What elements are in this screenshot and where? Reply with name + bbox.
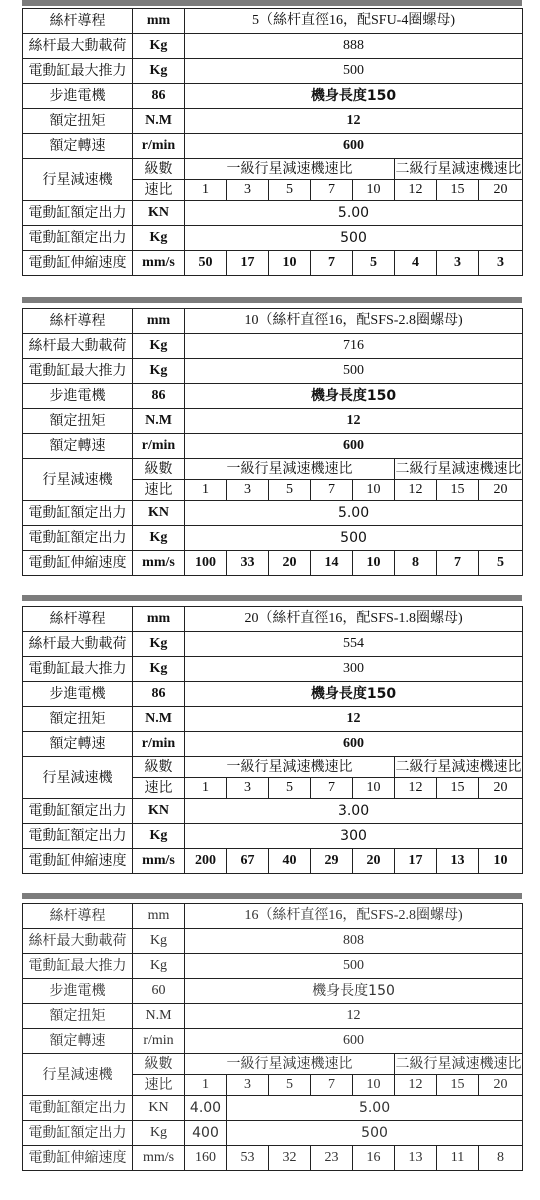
speed-cell: 3: [437, 251, 479, 276]
ratio-cell: 7: [311, 778, 353, 799]
ratio-cell: 10: [353, 778, 395, 799]
row-label: 額定轉速: [23, 1029, 133, 1054]
spec-row-out-kn: [23, 501, 523, 526]
row-unit: Kg: [133, 632, 185, 657]
speed-cell: 7: [437, 551, 479, 576]
row-unit: mm/s: [133, 1146, 185, 1171]
spec-row-lead: [23, 904, 523, 929]
speed-cell: 5: [479, 551, 523, 576]
ratio-cell: 7: [311, 1075, 353, 1096]
row-unit: KN: [133, 501, 185, 526]
row-value-extra: 400: [185, 1121, 227, 1146]
spec-row-max-load: [23, 929, 523, 954]
row-unit: Kg: [133, 929, 185, 954]
row-unit: 86: [133, 84, 185, 109]
spec-row-reducer: [23, 1054, 523, 1075]
row-unit: mm: [133, 904, 185, 929]
spec-row-speed: [23, 732, 523, 757]
row-label: 絲杆最大動載荷: [23, 334, 133, 359]
spec-table-4: [22, 903, 522, 1171]
speed-cell: 7: [311, 251, 353, 276]
row-unit: mm/s: [133, 251, 185, 276]
spec-table-1: [22, 8, 522, 276]
row-value: 716: [185, 334, 523, 359]
spec-row-lead: [23, 309, 523, 334]
row-unit: N.M: [133, 1004, 185, 1029]
row-unit: Kg: [133, 59, 185, 84]
row-unit: 86: [133, 384, 185, 409]
spec-row-torque: [23, 1004, 523, 1029]
speed-cell: 13: [437, 849, 479, 874]
spec-row-out-kn: [23, 1096, 523, 1121]
row-value: 16（絲杆直徑16，配SFS-2.8圈螺母): [185, 904, 523, 929]
row-label: 絲杆最大動載荷: [23, 929, 133, 954]
row-value: 500: [185, 954, 523, 979]
spec-row-max-thrust: [23, 59, 523, 84]
ratio-label: 速比: [133, 778, 185, 799]
speed-cell: 10: [479, 849, 523, 874]
row-label: 電動缸最大推力: [23, 359, 133, 384]
spec-row-stroke-speed: [23, 551, 523, 576]
speed-cell: 20: [269, 551, 311, 576]
row-value: 12: [185, 1004, 523, 1029]
row-label: 額定扭矩: [23, 109, 133, 134]
row-label: 電動缸額定出力: [23, 824, 133, 849]
speed-cell: 33: [227, 551, 269, 576]
spec-row-stroke-speed: [23, 251, 523, 276]
row-label: 電動缸伸縮速度: [23, 1146, 133, 1171]
row-unit: r/min: [133, 134, 185, 159]
speed-cell: 160: [185, 1146, 227, 1171]
ratio-cell: 20: [479, 180, 523, 201]
spec-row-motor: [23, 979, 523, 1004]
spec-row-out-kn: [23, 799, 523, 824]
spec-row-lead: [23, 9, 523, 34]
row-label: 電動缸額定出力: [23, 501, 133, 526]
row-label: 電動缸最大推力: [23, 954, 133, 979]
row-label: 步進電機: [23, 682, 133, 707]
spec-row-out-kn: [23, 201, 523, 226]
row-unit: N.M: [133, 409, 185, 434]
spec-row-speed: [23, 434, 523, 459]
row-unit: Kg: [133, 359, 185, 384]
row-unit: Kg: [133, 1121, 185, 1146]
row-value: 5.00: [185, 201, 523, 226]
row-label: 電動缸額定出力: [23, 799, 133, 824]
row-value: 12: [185, 109, 523, 134]
row-unit: 86: [133, 682, 185, 707]
row-unit: r/min: [133, 1029, 185, 1054]
ratio-cell: 15: [437, 480, 479, 501]
spec-row-reducer: [23, 757, 523, 778]
row-unit: r/min: [133, 434, 185, 459]
row-label: 絲杆導程: [23, 904, 133, 929]
row-unit: mm: [133, 607, 185, 632]
row-unit: KN: [133, 201, 185, 226]
row-unit: N.M: [133, 109, 185, 134]
spec-row-out-kg: [23, 824, 523, 849]
row-unit: Kg: [133, 954, 185, 979]
row-value: 500: [185, 59, 523, 84]
stage1-label: 一級行星減速機速比: [185, 757, 395, 778]
row-label: 電動缸伸縮速度: [23, 251, 133, 276]
spec-row-out-kg: [23, 526, 523, 551]
spec-row-stroke-speed: [23, 1146, 523, 1171]
row-value: 3.00: [185, 799, 523, 824]
row-label: 絲杆最大動載荷: [23, 632, 133, 657]
spec-row-reducer: [23, 459, 523, 480]
stage1-label: 一級行星減速機速比: [185, 459, 395, 480]
row-label: 絲杆導程: [23, 9, 133, 34]
row-unit: r/min: [133, 732, 185, 757]
speed-cell: 67: [227, 849, 269, 874]
spec-row-torque: [23, 707, 523, 732]
row-label: 步進電機: [23, 84, 133, 109]
spec-table-3: [22, 606, 522, 874]
row-value: 500: [227, 1121, 523, 1146]
speed-cell: 32: [269, 1146, 311, 1171]
row-unit: mm/s: [133, 551, 185, 576]
row-value: 554: [185, 632, 523, 657]
ratio-cell: 10: [353, 180, 395, 201]
ratio-cell: 3: [227, 778, 269, 799]
row-value: 300: [185, 824, 523, 849]
row-label: 電動缸額定出力: [23, 201, 133, 226]
spec-row-motor: [23, 384, 523, 409]
speed-cell: 10: [353, 551, 395, 576]
row-unit: KN: [133, 799, 185, 824]
row-label: 行星減速機: [23, 757, 133, 799]
row-value: 500: [185, 226, 523, 251]
row-value: 10（絲杆直徑16，配SFS-2.8圈螺母): [185, 309, 523, 334]
row-value: 808: [185, 929, 523, 954]
row-value: 12: [185, 707, 523, 732]
spec-row-out-kg: [23, 1121, 523, 1146]
ratio-cell: 1: [185, 1075, 227, 1096]
ratio-cell: 15: [437, 778, 479, 799]
levels-label: 級數: [133, 1054, 185, 1075]
row-value: 300: [185, 657, 523, 682]
spec-row-max-load: [23, 632, 523, 657]
row-label: 額定轉速: [23, 732, 133, 757]
ratio-cell: 12: [395, 1075, 437, 1096]
ratio-cell: 5: [269, 180, 311, 201]
spec-row-max-load: [23, 34, 523, 59]
stage1-label: 一級行星減速機速比: [185, 159, 395, 180]
spec-row-max-thrust: [23, 954, 523, 979]
spec-row-motor: [23, 682, 523, 707]
stage2-label: 二級行星減速機速比: [395, 757, 523, 778]
stage2-label: 二級行星減速機速比: [395, 1054, 523, 1075]
stage1-label: 一級行星減速機速比: [185, 1054, 395, 1075]
speed-cell: 11: [437, 1146, 479, 1171]
speed-cell: 40: [269, 849, 311, 874]
ratio-cell: 12: [395, 480, 437, 501]
row-unit: Kg: [133, 526, 185, 551]
ratio-cell: 12: [395, 180, 437, 201]
spec-table-2: [22, 308, 522, 576]
row-label: 行星減速機: [23, 159, 133, 201]
spec-row-lead: [23, 607, 523, 632]
row-value: 12: [185, 409, 523, 434]
row-unit: Kg: [133, 824, 185, 849]
levels-label: 級數: [133, 459, 185, 480]
row-label: 電動缸伸縮速度: [23, 551, 133, 576]
spec-table: [22, 8, 523, 276]
section-divider: [22, 893, 522, 899]
section-divider: [22, 297, 522, 303]
row-unit: Kg: [133, 334, 185, 359]
row-label: 電動缸伸縮速度: [23, 849, 133, 874]
speed-cell: 5: [353, 251, 395, 276]
row-value: 600: [185, 434, 523, 459]
section-divider: [22, 595, 522, 601]
row-value: 888: [185, 34, 523, 59]
row-value: 機身長度150: [185, 979, 523, 1004]
row-value: 機身長度150: [185, 682, 523, 707]
row-label: 絲杆導程: [23, 309, 133, 334]
row-unit: mm: [133, 9, 185, 34]
ratio-label: 速比: [133, 1075, 185, 1096]
row-unit: Kg: [133, 657, 185, 682]
speed-cell: 8: [479, 1146, 523, 1171]
speed-cell: 4: [395, 251, 437, 276]
ratio-cell: 1: [185, 480, 227, 501]
ratio-cell: 20: [479, 778, 523, 799]
spec-row-max-load: [23, 334, 523, 359]
speed-cell: 3: [479, 251, 523, 276]
row-value: 5（絲杆直徑16，配SFU-4圈螺母): [185, 9, 523, 34]
spec-row-stroke-speed: [23, 849, 523, 874]
ratio-cell: 7: [311, 480, 353, 501]
spec-row-motor: [23, 84, 523, 109]
spec-row-torque: [23, 409, 523, 434]
row-unit: N.M: [133, 707, 185, 732]
row-label: 步進電機: [23, 979, 133, 1004]
speed-cell: 13: [395, 1146, 437, 1171]
row-label: 電動缸額定出力: [23, 226, 133, 251]
ratio-cell: 15: [437, 1075, 479, 1096]
speed-cell: 100: [185, 551, 227, 576]
spec-row-torque: [23, 109, 523, 134]
spec-row-speed: [23, 134, 523, 159]
row-value: 500: [185, 359, 523, 384]
ratio-cell: 20: [479, 480, 523, 501]
row-label: 額定扭矩: [23, 1004, 133, 1029]
row-value: 600: [185, 1029, 523, 1054]
row-label: 行星減速機: [23, 1054, 133, 1096]
speed-cell: 17: [395, 849, 437, 874]
spec-table: [22, 308, 523, 576]
spec-row-out-kg: [23, 226, 523, 251]
speed-cell: 16: [353, 1146, 395, 1171]
spec-row-reducer: [23, 159, 523, 180]
spec-row-speed: [23, 1029, 523, 1054]
row-label: 電動缸最大推力: [23, 657, 133, 682]
row-value: 20（絲杆直徑16，配SFS-1.8圈螺母): [185, 607, 523, 632]
row-value: 5.00: [227, 1096, 523, 1121]
levels-label: 級數: [133, 159, 185, 180]
ratio-cell: 5: [269, 1075, 311, 1096]
stage2-label: 二級行星減速機速比: [395, 159, 523, 180]
ratio-cell: 15: [437, 180, 479, 201]
row-value: 機身長度150: [185, 84, 523, 109]
ratio-cell: 1: [185, 180, 227, 201]
row-unit: Kg: [133, 226, 185, 251]
spec-table: [22, 903, 523, 1171]
row-value-extra: 4.00: [185, 1096, 227, 1121]
row-unit: mm/s: [133, 849, 185, 874]
ratio-cell: 3: [227, 180, 269, 201]
row-label: 電動缸額定出力: [23, 1096, 133, 1121]
row-unit: Kg: [133, 34, 185, 59]
row-label: 電動缸最大推力: [23, 59, 133, 84]
row-label: 額定扭矩: [23, 409, 133, 434]
speed-cell: 17: [227, 251, 269, 276]
row-label: 額定扭矩: [23, 707, 133, 732]
spec-row-max-thrust: [23, 657, 523, 682]
ratio-cell: 12: [395, 778, 437, 799]
ratio-cell: 5: [269, 480, 311, 501]
row-value: 5.00: [185, 501, 523, 526]
spec-row-max-thrust: [23, 359, 523, 384]
row-label: 電動缸額定出力: [23, 1121, 133, 1146]
row-label: 步進電機: [23, 384, 133, 409]
ratio-cell: 10: [353, 1075, 395, 1096]
stage2-label: 二級行星減速機速比: [395, 459, 523, 480]
row-unit: 60: [133, 979, 185, 1004]
row-label: 絲杆最大動載荷: [23, 34, 133, 59]
ratio-cell: 20: [479, 1075, 523, 1096]
spec-table: [22, 606, 523, 874]
levels-label: 級數: [133, 757, 185, 778]
speed-cell: 10: [269, 251, 311, 276]
row-label: 電動缸額定出力: [23, 526, 133, 551]
speed-cell: 20: [353, 849, 395, 874]
ratio-label: 速比: [133, 180, 185, 201]
speed-cell: 23: [311, 1146, 353, 1171]
ratio-cell: 3: [227, 1075, 269, 1096]
ratio-cell: 5: [269, 778, 311, 799]
row-unit: KN: [133, 1096, 185, 1121]
ratio-cell: 3: [227, 480, 269, 501]
ratio-cell: 7: [311, 180, 353, 201]
ratio-cell: 10: [353, 480, 395, 501]
ratio-label: 速比: [133, 480, 185, 501]
row-value: 500: [185, 526, 523, 551]
row-value: 機身長度150: [185, 384, 523, 409]
speed-cell: 29: [311, 849, 353, 874]
row-label: 額定轉速: [23, 134, 133, 159]
speed-cell: 14: [311, 551, 353, 576]
speed-cell: 50: [185, 251, 227, 276]
row-unit: mm: [133, 309, 185, 334]
row-label: 絲杆導程: [23, 607, 133, 632]
row-value: 600: [185, 732, 523, 757]
ratio-cell: 1: [185, 778, 227, 799]
section-divider: [22, 0, 522, 6]
speed-cell: 53: [227, 1146, 269, 1171]
row-label: 行星減速機: [23, 459, 133, 501]
row-label: 額定轉速: [23, 434, 133, 459]
speed-cell: 200: [185, 849, 227, 874]
speed-cell: 8: [395, 551, 437, 576]
row-value: 600: [185, 134, 523, 159]
